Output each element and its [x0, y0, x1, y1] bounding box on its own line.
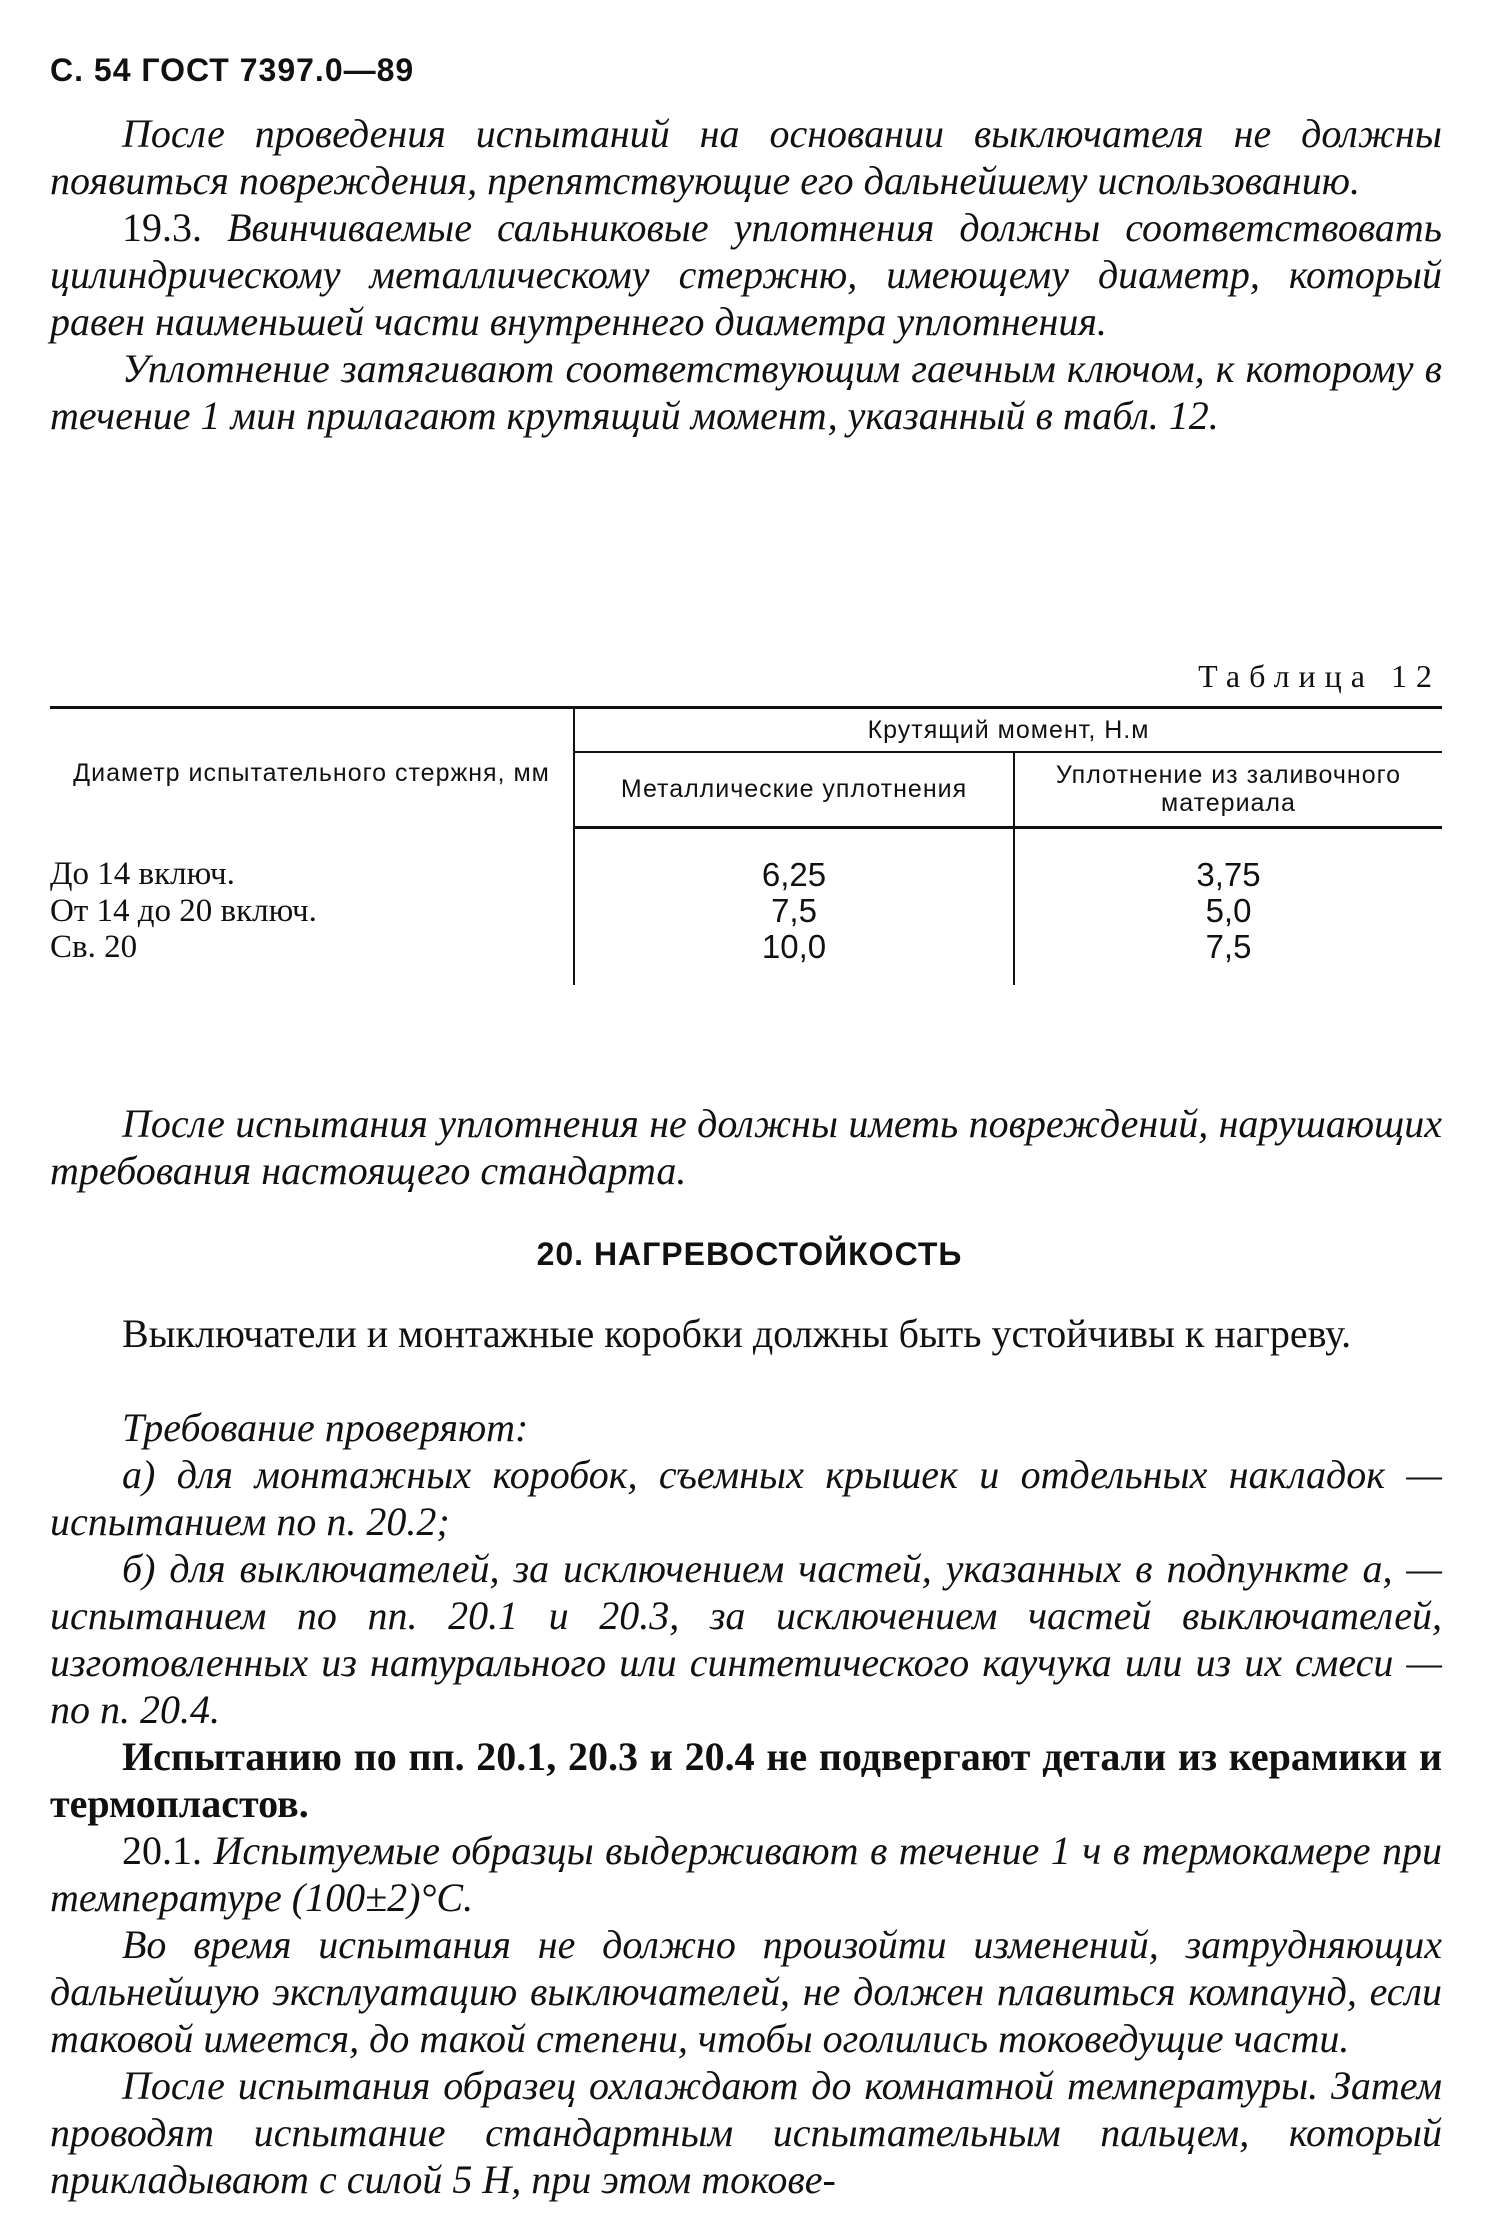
- clause-text: Испытуемые образцы выдерживают в течение 1 ч в термокамере при температуре (100±2)°С.: [50, 1828, 1443, 1920]
- section-item-b: б) для выключателей, за исключением частей, указанных в подпункте а, — испытанием по пп. 20.1 и 20.3, за исключением частей выключателей, изготовленных из натурального или синтетического каучука или из их смеси — по п. 20.4.: [50, 1546, 1442, 1732]
- cell-metal: 10,0: [574, 929, 1014, 985]
- section-paragraph-2: Требование проверяют:: [122, 1405, 529, 1450]
- col-header-diameter: Диаметр испытательного стержня, мм: [73, 759, 550, 787]
- clause-19-3: [50, 204, 1442, 345]
- clause-text: Ввинчиваемые сальниковые уплотнения должны соответствовать цилиндрическому металлическому стержню, имеющему диаметр, который равен наименьшей части внутреннего диаметра уплотнения.: [50, 205, 1443, 344]
- cell-compound: 5,0: [1014, 893, 1442, 929]
- table-row: [50, 929, 1442, 985]
- section-note-bold: Испытанию по пп. 20.1, 20.3 и 20.4 не подвергают детали из керамики и термопластов.: [50, 1734, 1442, 1826]
- clause-number: 20.1.: [122, 1828, 202, 1873]
- section-paragraph-8: После испытания образец охлаждают до комнатной температуры. Затем проводят испытание стандартным испытательным пальцем, который прикладывают с силой 5 Н, при этом токове-: [50, 2063, 1442, 2202]
- clause-20-1: [50, 1827, 1442, 1921]
- section-paragraph-1: Выключатели и монтажные коробки должны быть устойчивы к нагреву.: [122, 1311, 1352, 1356]
- intro-paragraph-3: Уплотнение затягивают соответствующим гаечным ключом, к которому в течение 1 мин прилагают крутящий момент, указанный в табл. 12.: [50, 346, 1442, 438]
- clause-number: 19.3.: [122, 205, 202, 250]
- section-item-a: а) для монтажных коробок, съемных крышек и отдельных накладок — испытанием по п. 20.2;: [50, 1452, 1442, 1544]
- section-title: 20. НАГРЕВОСТОЙКОСТЬ: [536, 1236, 963, 1272]
- cell-diameter: От 14 до 20 включ.: [50, 892, 317, 929]
- cell-compound: 3,75: [1014, 827, 1442, 893]
- col-header-metal: Металлические уплотнения: [574, 752, 1014, 827]
- intro-paragraph-1: После проведения испытаний на основании выключателя не должны появиться повреждения, препятствующие его дальнейшему использованию.: [50, 111, 1442, 203]
- section-paragraph-7: Во время испытания не должно произойти изменений, затрудняющих дальнейшую эксплуатацию выключателей, не должен плавиться компаунд, если таковой имеется, до такой степени, чтобы оголились токоведущие части.: [50, 1922, 1442, 2061]
- after-table-paragraph: После испытания уплотнения не должны иметь повреждений, нарушающих требования настоящего стандарта.: [50, 1101, 1442, 1193]
- table-row: [50, 827, 1442, 893]
- cell-diameter: До 14 включ.: [50, 855, 235, 892]
- table-caption: Таблица 12: [1198, 658, 1441, 694]
- cell-metal: 7,5: [574, 893, 1014, 929]
- table-row: [50, 893, 1442, 929]
- torque-table: [50, 706, 1442, 985]
- cell-compound: 7,5: [1014, 929, 1442, 985]
- cell-metal: 6,25: [574, 827, 1014, 893]
- col-header-compound: Уплотнение из заливочного материала: [1014, 752, 1442, 827]
- group-header-torque: Крутящий момент, Н.м: [574, 708, 1442, 753]
- page-header: С. 54 ГОСТ 7397.0—89: [50, 52, 415, 88]
- cell-diameter: Св. 20: [50, 928, 138, 965]
